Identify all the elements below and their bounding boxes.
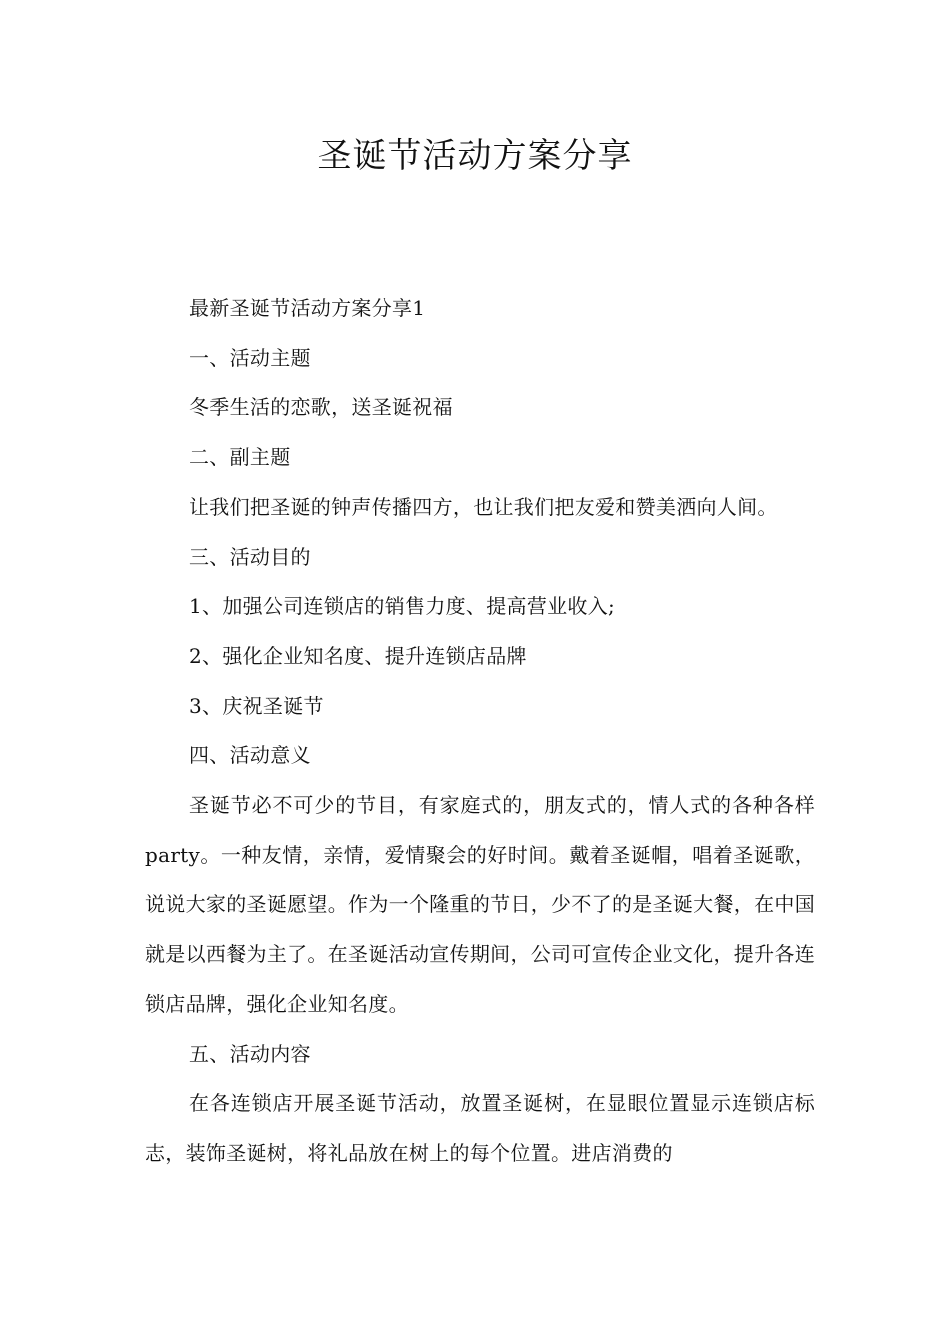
document-title: 圣诞节活动方案分享 — [317, 136, 633, 176]
list-item-purpose-1: 1、加强公司连锁店的销售力度、提高营业收入; — [189, 594, 616, 619]
paragraph-content: 在各连锁店开展圣诞节活动，放置圣诞树，在显眼位置显示连锁店标志，装饰圣诞树，将礼品放在树上的每个位置。进店消费的 — [145, 1091, 815, 1165]
paragraph-theme: 冬季生活的恋歌，送圣诞祝福 — [189, 395, 453, 420]
document-body — [145, 284, 815, 1179]
section-heading-content: 五、活动内容 — [189, 1041, 311, 1066]
section-heading-purpose: 三、活动目的 — [189, 544, 311, 569]
paragraph-heading: 最新圣诞节活动方案分享1 — [189, 296, 426, 320]
list-item-purpose-3: 3、庆祝圣诞节 — [189, 693, 324, 718]
section-heading-subtheme: 二、副主题 — [189, 445, 291, 470]
list-item-purpose-2: 2、强化企业知名度、提升连锁店品牌 — [189, 643, 527, 668]
paragraph-significance: 圣诞节必不可少的节目，有家庭式的，朋友式的，情人式的各种各样party。一种友情，亲情，爱情聚会的好时间。戴着圣诞帽，唱着圣诞歌，说说大家的圣诞愿望。作为一个隆重的节日，少不了的是圣诞大餐，在中国就是以西餐为主了。在圣诞活动宣传期间，公司可宣传企业文化，提升各连锁店品牌，强化企业知名度。 — [145, 793, 815, 1016]
section-heading-theme: 一、活动主题 — [189, 345, 311, 370]
section-heading-significance: 四、活动意义 — [189, 743, 311, 768]
paragraph-subtheme: 让我们把圣诞的钟声传播四方，也让我们把友爱和赞美洒向人间。 — [189, 494, 778, 519]
